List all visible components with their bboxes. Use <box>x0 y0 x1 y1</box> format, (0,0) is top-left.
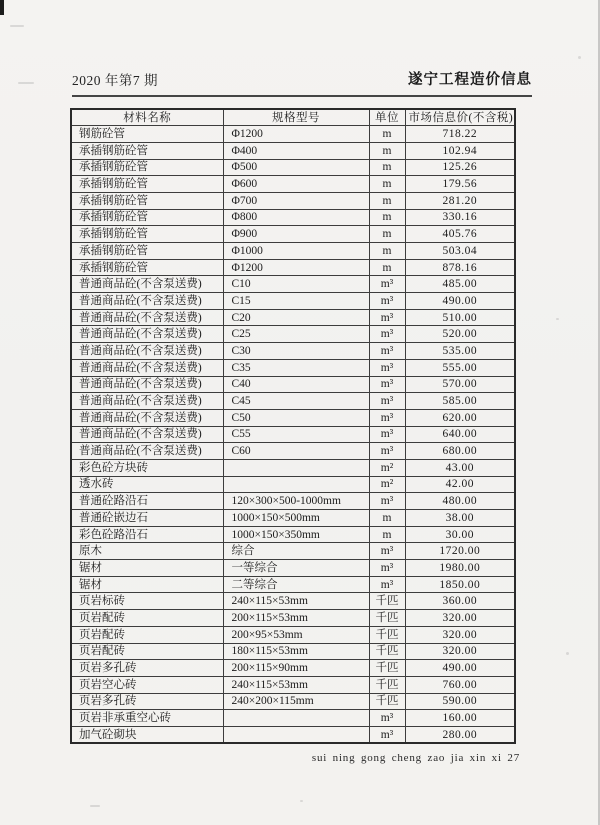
specification-cell: C10 <box>223 276 369 293</box>
price-cell: 480.00 <box>405 493 515 510</box>
table-row <box>71 610 515 627</box>
unit-cell: m³ <box>369 426 405 443</box>
table-row <box>71 176 515 193</box>
price-cell: 570.00 <box>405 376 515 393</box>
specification-cell: Φ500 <box>223 159 369 176</box>
specification-cell: Φ1200 <box>223 126 369 143</box>
table-row <box>71 560 515 577</box>
material-name-cell: 承插钢筋砼管 <box>71 176 223 193</box>
specification-cell: C25 <box>223 326 369 343</box>
price-cell: 760.00 <box>405 676 515 693</box>
specification-cell <box>223 726 369 743</box>
table-row <box>71 660 515 677</box>
material-name-cell: 彩色砼方块砖 <box>71 459 223 476</box>
table-row <box>71 243 515 260</box>
table-row <box>71 526 515 543</box>
table-row <box>71 126 515 143</box>
unit-cell: m³ <box>369 560 405 577</box>
material-name-cell: 承插钢筋砼管 <box>71 209 223 226</box>
specification-cell: 二等综合 <box>223 576 369 593</box>
price-cell: 320.00 <box>405 626 515 643</box>
publication-title: 遂宁工程造价信息 <box>408 72 532 88</box>
material-name-cell: 彩色砼路沿石 <box>71 526 223 543</box>
price-cell: 510.00 <box>405 309 515 326</box>
specification-cell: Φ700 <box>223 192 369 209</box>
material-name-cell: 普通商品砼(不含泵送费) <box>71 393 223 410</box>
table-row <box>71 710 515 727</box>
price-cell: 30.00 <box>405 526 515 543</box>
scan-speck <box>556 318 559 320</box>
unit-cell: m <box>369 159 405 176</box>
specification-cell <box>223 710 369 727</box>
price-cell: 585.00 <box>405 393 515 410</box>
unit-cell: m³ <box>369 309 405 326</box>
price-cell: 160.00 <box>405 710 515 727</box>
material-name-cell: 普通商品砼(不含泵送费) <box>71 309 223 326</box>
price-table-body <box>71 126 515 743</box>
material-name-cell: 钢筋砼管 <box>71 126 223 143</box>
unit-cell: m² <box>369 459 405 476</box>
specification-cell: 1000×150×500mm <box>223 510 369 527</box>
specification-cell: C45 <box>223 393 369 410</box>
table-row <box>71 426 515 443</box>
issue-label: 2020 年第7 期 <box>72 73 158 88</box>
price-cell: 520.00 <box>405 326 515 343</box>
material-name-cell: 原木 <box>71 543 223 560</box>
specification-cell: Φ900 <box>223 226 369 243</box>
specification-cell: C50 <box>223 409 369 426</box>
material-name-cell: 普通商品砼(不含泵送费) <box>71 426 223 443</box>
price-cell: 878.16 <box>405 259 515 276</box>
price-cell: 555.00 <box>405 359 515 376</box>
table-row <box>71 443 515 460</box>
materials-price-table <box>70 108 516 744</box>
table-row <box>71 726 515 743</box>
specification-cell: C30 <box>223 343 369 360</box>
price-cell: 102.94 <box>405 142 515 159</box>
material-name-cell: 普通商品砼(不含泵送费) <box>71 443 223 460</box>
price-cell: 640.00 <box>405 426 515 443</box>
page-header <box>72 68 532 97</box>
price-cell: 1980.00 <box>405 560 515 577</box>
specification-cell: C15 <box>223 293 369 310</box>
table-row <box>71 326 515 343</box>
price-cell: 680.00 <box>405 443 515 460</box>
price-cell: 281.20 <box>405 192 515 209</box>
unit-cell: m³ <box>369 576 405 593</box>
unit-cell: m <box>369 243 405 260</box>
scan-corner-mark <box>0 0 4 15</box>
table-row <box>71 576 515 593</box>
material-name-cell: 页岩多孔砖 <box>71 660 223 677</box>
material-name-cell: 锯材 <box>71 576 223 593</box>
unit-cell: m <box>369 209 405 226</box>
material-name-cell: 承插钢筋砼管 <box>71 226 223 243</box>
price-cell: 485.00 <box>405 276 515 293</box>
unit-cell: m³ <box>369 293 405 310</box>
price-cell: 42.00 <box>405 476 515 493</box>
table-row <box>71 276 515 293</box>
specification-cell: Φ800 <box>223 209 369 226</box>
table-row <box>71 510 515 527</box>
table-row <box>71 192 515 209</box>
table-row <box>71 693 515 710</box>
unit-cell: m³ <box>369 543 405 560</box>
material-name-cell: 页岩多孔砖 <box>71 693 223 710</box>
price-cell: 280.00 <box>405 726 515 743</box>
unit-cell: m <box>369 226 405 243</box>
specification-cell: Φ400 <box>223 142 369 159</box>
price-cell: 620.00 <box>405 409 515 426</box>
unit-cell: m³ <box>369 343 405 360</box>
unit-cell: m <box>369 192 405 209</box>
material-name-cell: 普通商品砼(不含泵送费) <box>71 359 223 376</box>
table-row <box>71 676 515 693</box>
specification-cell: C55 <box>223 426 369 443</box>
material-name-cell: 页岩配砖 <box>71 643 223 660</box>
material-name-cell: 透水砖 <box>71 476 223 493</box>
price-cell: 320.00 <box>405 643 515 660</box>
material-name-cell: 页岩空心砖 <box>71 676 223 693</box>
price-cell: 490.00 <box>405 293 515 310</box>
material-name-cell: 普通商品砼(不含泵送费) <box>71 376 223 393</box>
material-name-cell: 承插钢筋砼管 <box>71 243 223 260</box>
unit-cell: 千匹 <box>369 626 405 643</box>
unit-cell: m³ <box>369 493 405 510</box>
price-cell: 1720.00 <box>405 543 515 560</box>
scan-speck <box>300 800 303 802</box>
price-cell: 43.00 <box>405 459 515 476</box>
scan-speck <box>578 56 581 59</box>
price-cell: 360.00 <box>405 593 515 610</box>
scan-speck <box>90 805 100 807</box>
table-row <box>71 593 515 610</box>
scan-speck <box>18 82 34 84</box>
material-name-cell: 普通商品砼(不含泵送费) <box>71 326 223 343</box>
material-name-cell: 页岩标砖 <box>71 593 223 610</box>
price-cell: 718.22 <box>405 126 515 143</box>
table-row <box>71 209 515 226</box>
unit-cell: 千匹 <box>369 660 405 677</box>
table-row <box>71 159 515 176</box>
material-name-cell: 承插钢筋砼管 <box>71 259 223 276</box>
unit-cell: m <box>369 526 405 543</box>
specification-cell: Φ1000 <box>223 243 369 260</box>
table-row <box>71 309 515 326</box>
specification-cell: 200×115×90mm <box>223 660 369 677</box>
table-row <box>71 142 515 159</box>
material-name-cell: 普通商品砼(不含泵送费) <box>71 276 223 293</box>
unit-cell: 千匹 <box>369 643 405 660</box>
col-header-unit: 单位 <box>369 109 405 126</box>
price-cell: 320.00 <box>405 610 515 627</box>
unit-cell: m³ <box>369 276 405 293</box>
price-cell: 179.56 <box>405 176 515 193</box>
table-row <box>71 343 515 360</box>
price-cell: 405.76 <box>405 226 515 243</box>
footer-page-label: sui ning gong cheng zao jia xin xi 27 <box>311 752 520 764</box>
table-row <box>71 259 515 276</box>
unit-cell: m² <box>369 476 405 493</box>
specification-cell: C20 <box>223 309 369 326</box>
col-header-market-price: 市场信息价(不含税) <box>405 109 515 126</box>
specification-cell: 综合 <box>223 543 369 560</box>
material-name-cell: 承插钢筋砼管 <box>71 159 223 176</box>
table-row <box>71 359 515 376</box>
unit-cell: m <box>369 126 405 143</box>
unit-cell: 千匹 <box>369 610 405 627</box>
material-name-cell: 普通砼路沿石 <box>71 493 223 510</box>
material-name-cell: 承插钢筋砼管 <box>71 142 223 159</box>
table-row <box>71 543 515 560</box>
unit-cell: m³ <box>369 710 405 727</box>
price-cell: 535.00 <box>405 343 515 360</box>
specification-cell: Φ1200 <box>223 259 369 276</box>
material-name-cell: 锯材 <box>71 560 223 577</box>
price-cell: 125.26 <box>405 159 515 176</box>
price-cell: 38.00 <box>405 510 515 527</box>
unit-cell: m³ <box>369 409 405 426</box>
specification-cell: 一等综合 <box>223 560 369 577</box>
table-row <box>71 376 515 393</box>
price-cell: 1850.00 <box>405 576 515 593</box>
unit-cell: m³ <box>369 443 405 460</box>
unit-cell: 千匹 <box>369 676 405 693</box>
scan-speck <box>566 652 569 655</box>
material-name-cell: 页岩配砖 <box>71 626 223 643</box>
specification-cell <box>223 459 369 476</box>
unit-cell: m <box>369 510 405 527</box>
table-row <box>71 226 515 243</box>
material-name-cell: 普通商品砼(不含泵送费) <box>71 409 223 426</box>
material-name-cell: 加气砼砌块 <box>71 726 223 743</box>
specification-cell: 240×115×53mm <box>223 593 369 610</box>
table-row <box>71 459 515 476</box>
unit-cell: 千匹 <box>369 693 405 710</box>
material-name-cell: 页岩非承重空心砖 <box>71 710 223 727</box>
table-row <box>71 393 515 410</box>
table-row <box>71 476 515 493</box>
specification-cell: 240×115×53mm <box>223 676 369 693</box>
specification-cell: C35 <box>223 359 369 376</box>
price-cell: 330.16 <box>405 209 515 226</box>
material-name-cell: 普通商品砼(不含泵送费) <box>71 343 223 360</box>
table-header-row <box>71 109 515 126</box>
material-name-cell: 承插钢筋砼管 <box>71 192 223 209</box>
unit-cell: 千匹 <box>369 593 405 610</box>
unit-cell: m <box>369 142 405 159</box>
unit-cell: m <box>369 176 405 193</box>
specification-cell: C60 <box>223 443 369 460</box>
unit-cell: m <box>369 259 405 276</box>
specification-cell: 1000×150×350mm <box>223 526 369 543</box>
table-row <box>71 643 515 660</box>
table-row <box>71 409 515 426</box>
unit-cell: m³ <box>369 393 405 410</box>
unit-cell: m³ <box>369 376 405 393</box>
table-row <box>71 626 515 643</box>
price-cell: 503.04 <box>405 243 515 260</box>
material-name-cell: 页岩配砖 <box>71 610 223 627</box>
specification-cell: 180×115×53mm <box>223 643 369 660</box>
col-header-material-name: 材料名称 <box>71 109 223 126</box>
specification-cell: 120×300×500-1000mm <box>223 493 369 510</box>
specification-cell: 200×95×53mm <box>223 626 369 643</box>
specification-cell: C40 <box>223 376 369 393</box>
price-cell: 590.00 <box>405 693 515 710</box>
table-row <box>71 493 515 510</box>
col-header-specification: 规格型号 <box>223 109 369 126</box>
specification-cell: 240×200×115mm <box>223 693 369 710</box>
scan-speck <box>10 25 24 27</box>
material-name-cell: 普通商品砼(不含泵送费) <box>71 293 223 310</box>
material-name-cell: 普通砼嵌边石 <box>71 510 223 527</box>
unit-cell: m³ <box>369 326 405 343</box>
unit-cell: m³ <box>369 359 405 376</box>
specification-cell: 200×115×53mm <box>223 610 369 627</box>
specification-cell: Φ600 <box>223 176 369 193</box>
specification-cell <box>223 476 369 493</box>
table-row <box>71 293 515 310</box>
unit-cell: m³ <box>369 726 405 743</box>
price-cell: 490.00 <box>405 660 515 677</box>
